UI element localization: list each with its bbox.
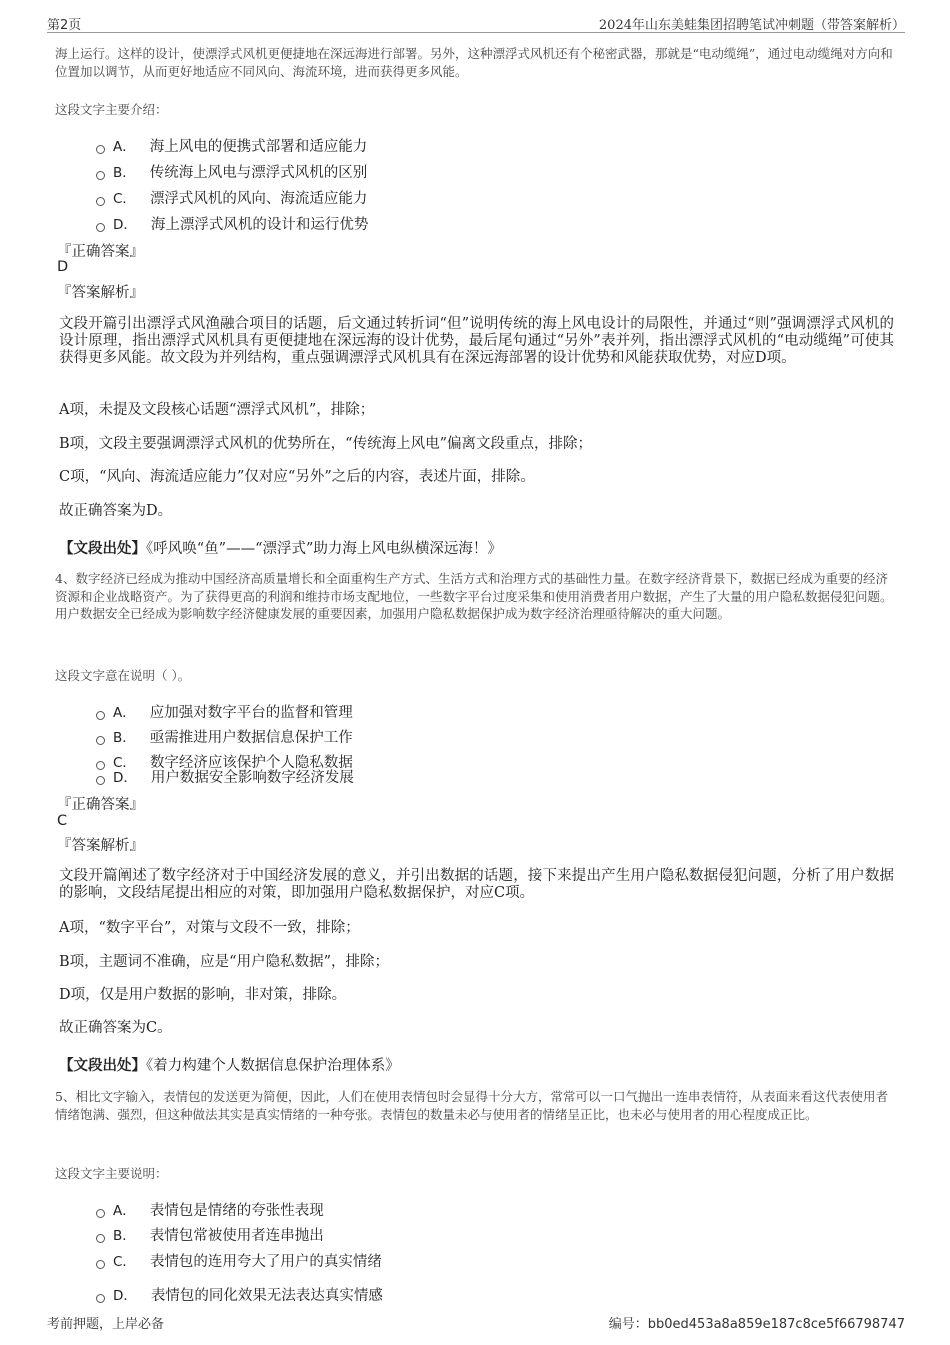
document-title: 2024年山东美蛙集团招聘笔试冲刺题（带答案解析） bbox=[598, 18, 905, 33]
q3-analysis-b: B项，文段主要强调漂浮式风机的优势所在，“传统海上风电”偏离文段重点，排除； bbox=[59, 436, 592, 452]
q3-source: 【文段出处】《呼风唤“鱼”——“漂浮式”助力海上风电纵横深远海！》 bbox=[59, 540, 502, 557]
q3-analysis-c: C项，“风向、海流适应能力”仅对应“另外”之后的内容，表述片面，排除。 bbox=[59, 469, 535, 485]
q4-option-d[interactable]: D． 用户数据安全影响数字经济发展 bbox=[96, 766, 354, 784]
q5-option-a[interactable]: A． 表情包是情绪的夸张性表现 bbox=[96, 1199, 324, 1217]
q3-analysis-conclusion: 故正确答案为D。 bbox=[59, 503, 173, 519]
q3-option-b[interactable]: B． 传统海上风电与漂浮式风机的区别 bbox=[96, 161, 367, 179]
q3-option-a[interactable]: A． 海上风电的便携式部署和适应能力 bbox=[96, 135, 367, 153]
q4-option-c[interactable]: C． 数字经济应该保护个人隐私数据 bbox=[96, 751, 353, 769]
radio-icon[interactable] bbox=[96, 145, 105, 154]
radio-icon[interactable] bbox=[96, 1234, 105, 1243]
radio-icon[interactable] bbox=[96, 171, 105, 180]
page-header bbox=[47, 12, 905, 33]
radio-icon[interactable] bbox=[96, 776, 105, 785]
q5-option-c[interactable]: C． 表情包的连用夸大了用户的真实情绪 bbox=[96, 1250, 382, 1268]
q3-answer-label: 『正确答案』 bbox=[57, 244, 144, 260]
radio-icon[interactable] bbox=[96, 1209, 105, 1218]
q5-option-b[interactable]: B． 表情包常被使用者连串抛出 bbox=[96, 1224, 324, 1242]
q4-answer: C bbox=[57, 813, 68, 829]
q4-analysis-main: 文段开篇阐述了数字经济对于中国经济发展的意义，并引出数据的话题，接下来提出产生用户隐私数据侵犯问题，分析了用户数据的影响，文段结尾提出相应的对策，即加强用户隐私数据保护，对应C项。 bbox=[59, 868, 894, 901]
q5-option-d[interactable]: D． 表情包的同化效果无法表达真实情感 bbox=[96, 1284, 383, 1302]
q4-text: 4、数字经济已经成为推动中国经济高质量增长和全面重构生产方式、生活方式和治理方式的基础性力量。在数字经济背景下，数据已经成为重要的经济资源和企业战略资产。为了获得更高的利润和维持市场支配地位，一些数字平台过度采集和使用消费者用户数据，产生了大量的用户隐私数据侵犯问题。用户数据安全已经成为影响数字经济健康发展的重要因素，加强用户隐私数据保护成为数字经济治理亟待解决的重大问题。 bbox=[55, 571, 893, 621]
q4-analysis-conclusion: 故正确答案为C。 bbox=[59, 1020, 172, 1036]
footer-slogan: 考前押题，上岸必备 bbox=[47, 1317, 165, 1332]
q4-analysis-d: D项，仅是用户数据的影响，非对策，排除。 bbox=[59, 987, 347, 1003]
radio-icon[interactable] bbox=[96, 197, 105, 206]
q3-analysis-a: A项，未提及文段核心话题“漂浮式风机”，排除； bbox=[59, 402, 375, 418]
radio-icon[interactable] bbox=[96, 736, 105, 745]
q3-analysis-label: 『答案解析』 bbox=[57, 285, 144, 301]
q3-analysis-main: 文段开篇引出漂浮式风渔融合项目的话题，后文通过转折词“但”说明传统的海上风电设计的局限性，并通过“则”强调漂浮式风机的设计原理，指出漂浮式风机具有更便捷地在深远海的设计优势，最后尾句通过“另外”表并列，指出漂浮式风机的“电动缆绳”可使其获得更多风能。故文段为并列结构，重点强调漂浮式风机具有在深远海部署的设计优势和风能获取优势，对应D项。 bbox=[59, 316, 894, 366]
page-number: 第2页 bbox=[47, 18, 82, 33]
q4-analysis-b: B项，主题词不准确，应是“用户隐私数据”，排除； bbox=[59, 954, 389, 970]
page-footer bbox=[47, 1313, 905, 1333]
q5-stem: 这段文字主要说明： bbox=[55, 1166, 168, 1181]
q3-stem: 这段文字主要介绍： bbox=[55, 102, 168, 117]
radio-icon[interactable] bbox=[96, 711, 105, 720]
intro-paragraph: 海上运行。这样的设计，使漂浮式风机更便捷地在深远海进行部署。另外，这种漂浮式风机还有个秘密武器，那就是“电动缆绳”，通过电动缆绳对方向和位置加以调节，从而更好地适应不同风向、海流环境，进而获得更多风能。 bbox=[55, 46, 893, 79]
radio-icon[interactable] bbox=[96, 1294, 105, 1303]
radio-icon[interactable] bbox=[96, 223, 105, 232]
q4-analysis-a: A项，“数字平台”，对策与文段不一致，排除； bbox=[59, 920, 360, 936]
q3-option-c[interactable]: C． 漂浮式风机的风向、海流适应能力 bbox=[96, 187, 367, 205]
q4-option-b[interactable]: B． 亟需推进用户数据信息保护工作 bbox=[96, 726, 353, 744]
q4-source: 【文段出处】《着力构建个人数据信息保护治理体系》 bbox=[59, 1057, 400, 1074]
q4-answer-label: 『正确答案』 bbox=[57, 797, 144, 813]
footer-serial: 编号：bb0ed453a8a859e187c8ce5f66798747 bbox=[608, 1317, 905, 1332]
q4-stem: 这段文字意在说明（ ）。 bbox=[55, 668, 191, 683]
q4-option-a[interactable]: A． 应加强对数字平台的监督和管理 bbox=[96, 701, 353, 719]
q3-answer: D bbox=[57, 259, 69, 275]
q5-text: 5、相比文字输入，表情包的发送更为简便，因此，人们在使用表情包时会显得十分大方，常常可以一口气抛出一连串表情符，从表面来看这代表使用者情绪饱满、强烈，但这种做法其实是真实情绪的一种夸张。表情包的数量未必与使用者的情绪呈正比，也未必与使用者的用心程度成正比。 bbox=[55, 1089, 888, 1122]
radio-icon[interactable] bbox=[96, 1260, 105, 1269]
q4-analysis-label: 『答案解析』 bbox=[57, 838, 144, 854]
q3-option-d[interactable]: D． 海上漂浮式风机的设计和运行优势 bbox=[96, 213, 368, 231]
